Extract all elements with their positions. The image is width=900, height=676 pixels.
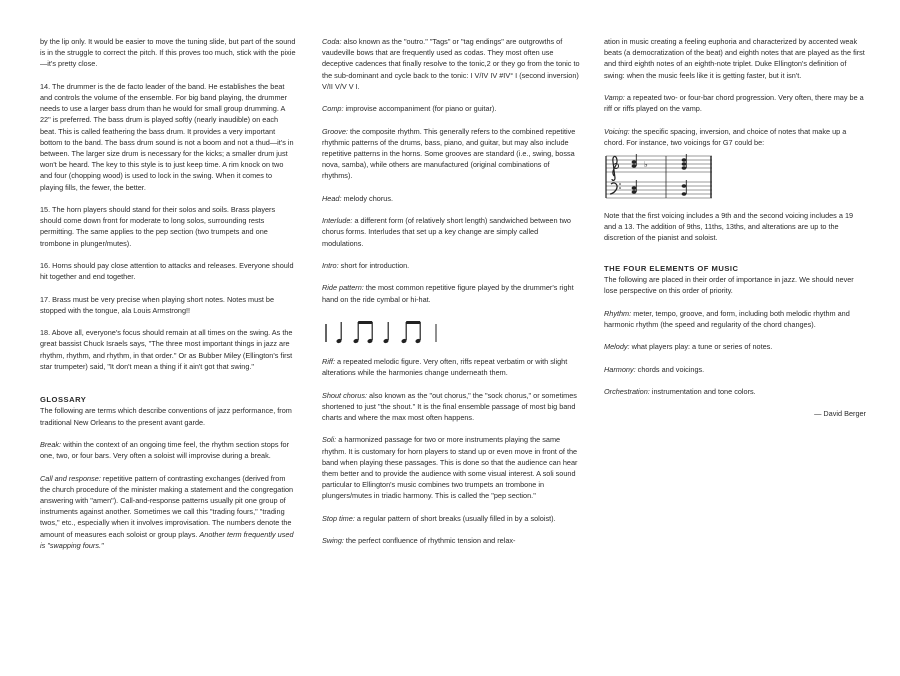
swing-definition-continued: ation in music creating a feeling euphoria and characterized by accented weak beats (a democratization of the beat) and eighth notes that are played as the first and third eighth notes of an eighth-note triplet. Duke Ellington's definition of swing: when the music feels like it is getting faster, but it isn't. bbox=[604, 37, 865, 80]
music-staff-figure bbox=[604, 152, 714, 202]
term-soli: Soli: bbox=[322, 435, 337, 445]
voicing-note: Note that the first voicing includes a 9th and the second voicing includes a 19 and a 13. The addition of 9ths, 11ths, 13ths, and alterations are up to the discretion of the pianist and soloist. bbox=[604, 211, 854, 243]
term-melody: Melody: bbox=[604, 342, 630, 352]
definition-rhythm: meter, tempo, groove, and form, including both melodic rhythm and harmonic rhythm (the speed and regularity of the chord changes). bbox=[604, 308, 850, 329]
term-comp: Comp: bbox=[322, 104, 344, 114]
definition-call-response: repetitive pattern of contrasting exchanges (derived from the church procedure of the minister making a statement and the congregation answering with "amen"). Call-and-response patterns usually pit one group of instruments against another. Sometimes we call this "trading fours," "trading twos," etc., especially when it involves improvisation. The numbers denote the amount of measures each soloist or group plays. bbox=[40, 473, 294, 539]
glossary-entry-ride-pattern bbox=[322, 282, 580, 304]
column-1 bbox=[40, 36, 296, 562]
paragraph-17: 17. Brass must be very precise when playing short notes. Notes must be stopped with the tongue, ala Louis Armstrong!! bbox=[40, 294, 275, 315]
definition-orchestration: instrumentation and tone colors. bbox=[649, 386, 756, 396]
glossary-entry-voicing bbox=[604, 126, 866, 148]
term-head: Head: bbox=[322, 193, 342, 203]
definition-shout-chorus: also known as the "out chorus," the "sock chorus," or sometimes shortened to just "the shout." It is the final ensemble passage of most big band charts and where the max most often happens. bbox=[322, 390, 577, 422]
glossary-heading: GLOSSARY bbox=[40, 395, 87, 405]
paragraph-16: 16. Horns should pay close attention to attacks and releases. Everyone should hit together and end together. bbox=[40, 261, 294, 282]
definition-swing: the perfect confluence of rhythmic tension and relax- bbox=[343, 536, 516, 546]
glossary-entry-intro bbox=[322, 260, 580, 271]
glossary-entry-riff bbox=[322, 356, 580, 378]
paragraph-14: 14. The drummer is the de facto leader of the band. He establishes the beat and controls the volume of the ensemble. For big band playing, the drummer needs to use a larger bass drum than he would for small group drumming. A 22" is preferred. The bass drum is played softly (nearly inaudible) on each beat. This is called feathering the bass drum. It provides a very important bottom to the band. The bass drum sound is not a boom and not a thud—it's in between. The larger size drum is necessary for the kicks; a smaller drum just won't be heard. The key to this style is to just keep time. A rim knock on two and four (chopping wood) is used to lock in the swing. When it comes to playing fills, the fewer, the better. bbox=[40, 81, 294, 192]
definition-head: melody chorus. bbox=[341, 193, 393, 203]
term-shout-chorus: Shout chorus: bbox=[322, 390, 368, 400]
glossary-entry-break bbox=[40, 439, 296, 461]
definition-stop-time: a regular pattern of short breaks (usually filled in by a soloist). bbox=[354, 513, 556, 523]
glossary-entry-head bbox=[322, 193, 580, 204]
definition-interlude: a different form (of relatively short length) sandwiched between two chorus forms. Interludes that set up a key change are simply called modulations. bbox=[322, 216, 571, 248]
paragraph-continued: by the lip only. It would be easier to move the tuning slide, but part of the sound is in the struggle to correct the pitch. If this proves too much, stick with the pixie—it's pretty close. bbox=[40, 37, 296, 69]
term-riff: Riff: bbox=[322, 356, 335, 366]
glossary-entry-swing bbox=[322, 535, 580, 546]
definition-intro: short for introduction. bbox=[338, 260, 410, 270]
term-stop-time: Stop time: bbox=[322, 513, 355, 523]
ride-pattern-notation bbox=[322, 316, 580, 350]
definition-vamp: a repeated two- or four-bar chord progression. Very often, there may be a riff or riffs played on the vamp. bbox=[604, 93, 864, 114]
four-elements-heading: THE FOUR ELEMENTS OF MUSIC bbox=[604, 263, 739, 273]
definition-break: within the context of an ongoing time feel, the rhythm section stops for one, two, or four bars. Very often a soloist will improvise during a break. bbox=[40, 440, 290, 461]
paragraph-18: 18. Above all, everyone's focus should remain at all times on the swing. As the great bassist Chuck Israels says, "The three most important things in jazz are rhythm, rhythm, and rhythm, in that order." Or as Bubber Miley (Ellington's first star trumpeter) said, "It don't mean a thing if it ain't got that swing." bbox=[40, 328, 293, 371]
author-signature: — David Berger bbox=[814, 409, 866, 419]
column-2 bbox=[322, 36, 580, 558]
term-groove: Groove: bbox=[322, 126, 348, 136]
glossary-entry-interlude bbox=[322, 215, 580, 249]
definition-coda: also known as the "outro." "Tags" or "tag endings" are outgrowths of vaudeville bows that are frequently used as codas. They most often use deceptive cadences that finally resolve to the tonic,2 or they go from the tonic to the sub-dominant and cycle back to the tonic: I V/IV IV #IV° I (second inversion) V/II V/V V I. bbox=[322, 37, 580, 91]
glossary-entry-groove bbox=[322, 126, 580, 182]
definition-ride-pattern: the most common repetitive figure played by the drummer's right hand on the ride cymbal or hi-hat. bbox=[322, 283, 574, 304]
element-rhythm bbox=[604, 308, 866, 330]
definition-voicing: the specific spacing, inversion, and choice of notes that make up a chord. For instance, two voicings for G7 could be: bbox=[604, 126, 847, 147]
glossary-entry-shout-chorus bbox=[322, 390, 580, 424]
glossary-entry-comp bbox=[322, 103, 580, 114]
term-call-response: Call and response: bbox=[40, 473, 101, 483]
term-vamp: Vamp: bbox=[604, 93, 625, 102]
definition-harmony: chords and voicings. bbox=[635, 364, 705, 374]
term-harmony: Harmony: bbox=[604, 364, 636, 374]
four-elements-intro: The following are placed in their order of importance in jazz. We should never lose perspective on this order of priority. bbox=[604, 275, 854, 296]
definition-comp: improvise accompaniment (for piano or guitar). bbox=[343, 104, 497, 114]
definition-melody: what players play: a tune or series of notes. bbox=[629, 342, 773, 352]
glossary-entry-soli bbox=[322, 434, 580, 501]
rhythm-notation-figure bbox=[322, 316, 462, 350]
element-orchestration bbox=[604, 386, 866, 397]
element-harmony bbox=[604, 364, 866, 375]
glossary-entry-stop-time bbox=[322, 513, 580, 524]
glossary-entry-coda bbox=[322, 36, 580, 92]
glossary-entry-call-response bbox=[40, 473, 296, 551]
term-break: Break: bbox=[40, 440, 62, 449]
term-interlude: Interlude: bbox=[322, 216, 353, 226]
term-intro: Intro: bbox=[322, 260, 339, 270]
definition-groove: the composite rhythm. This generally refers to the combined repetitive rhythmic patterns of the drums, bass, piano, and guitar, but may also include repetitive patterns in the horns. Some grooves are standard (i.e., swing, bossa nova, samba), while others are manufactured (original combinations of rhythms). bbox=[322, 126, 576, 181]
definition-soli: a harmonized passage for two or more instruments playing the same rhythm. It is customary for horn players to stand up or even move in front of the band when playing these passages. This is done so that the audience can hear them better and to provide the audience with some visual interest. A soli sound particular to Ellington's music combines two trumpets an trombone in plungers/mutes in triadic harmony. This is called the "pep section." bbox=[322, 435, 578, 501]
term-ride-pattern: Ride pattern: bbox=[322, 283, 364, 293]
g7-voicings-staff bbox=[604, 152, 866, 202]
term-orchestration: Orchestration: bbox=[604, 386, 650, 396]
svg-text:♭: ♭ bbox=[644, 160, 648, 169]
glossary-intro: The following are terms which describe conventions of jazz performance, from traditional New Orleans to the present avant garde. bbox=[40, 406, 292, 427]
term-swapping-fours: Another term frequently used is "swapping fours." bbox=[40, 529, 294, 550]
glossary-entry-vamp bbox=[604, 92, 866, 114]
definition-riff: a repeated melodic figure. Very often, riffs repeat verbatim or with slight alterations while the harmonies change underneath them. bbox=[322, 356, 568, 378]
element-melody bbox=[604, 341, 866, 352]
term-coda: Coda: bbox=[322, 37, 342, 46]
term-rhythm: Rhythm: bbox=[604, 308, 632, 318]
column-3 bbox=[604, 36, 866, 431]
term-swing: Swing: bbox=[322, 536, 344, 546]
paragraph-15: 15. The horn players should stand for their solos and soils. Brass players should come down front for moderate to long solos, surrounding rests permitting. The same applies to the pep section (two trumpets and one trombone in plunger/mutes). bbox=[40, 205, 276, 248]
term-voicing: Voicing: bbox=[604, 126, 630, 136]
